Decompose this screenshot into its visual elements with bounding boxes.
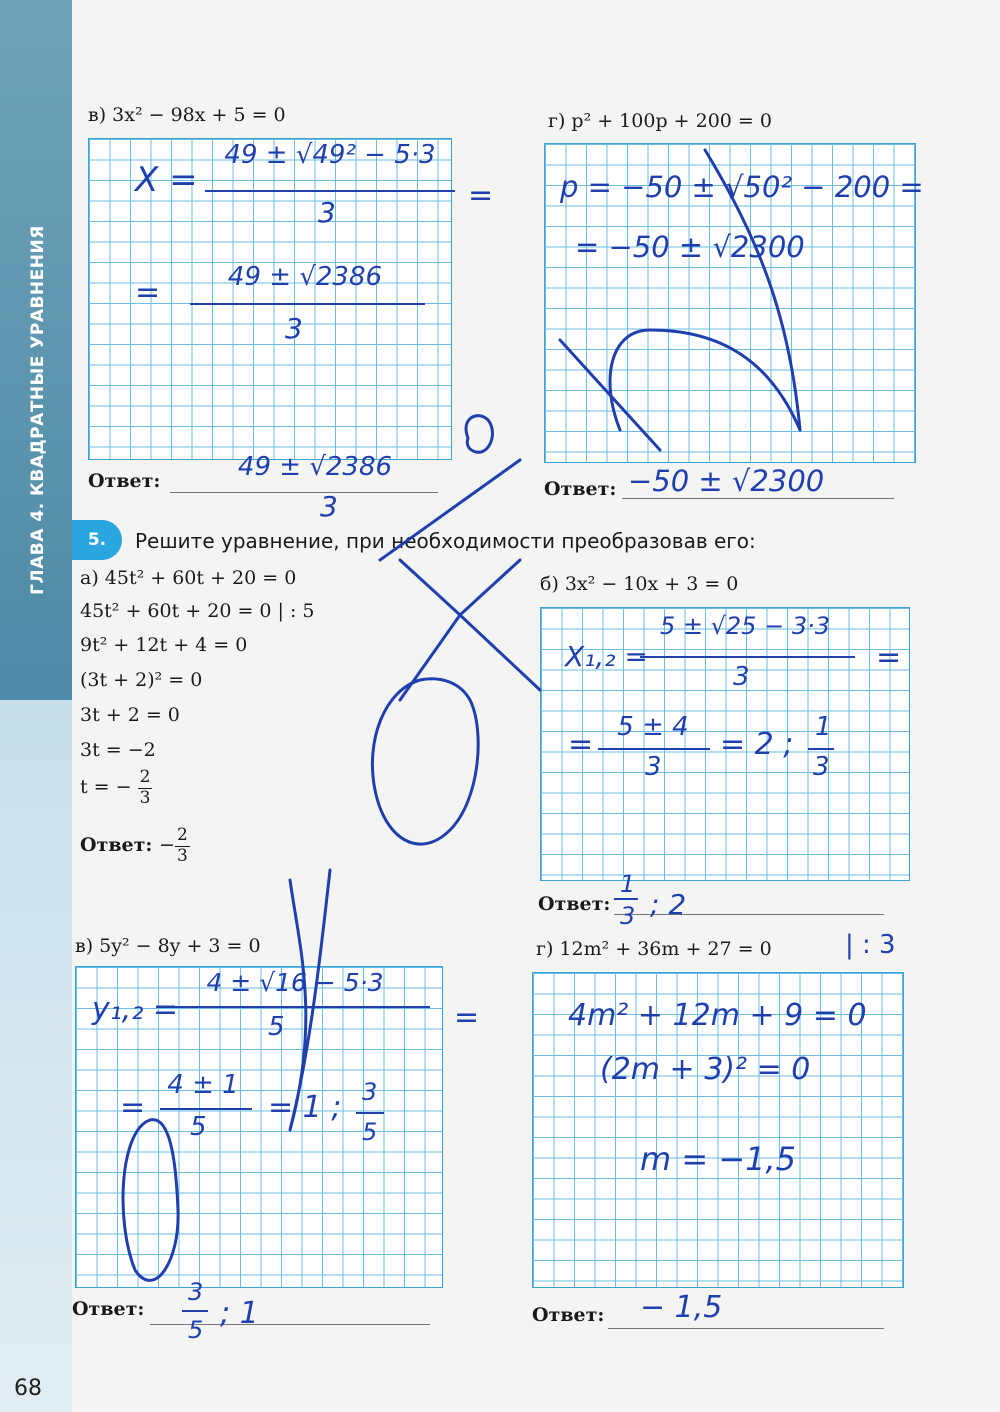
equation-label-b: б) 3x² − 10x + 3 = 0 — [540, 573, 739, 595]
hw-prev-v-eq1: = — [468, 178, 494, 213]
hw-prev-v-ans-den: 3 — [320, 490, 338, 523]
hw-prev-v-den2: 3 — [285, 312, 303, 345]
equation-label-v: в) 5y² − 8y + 3 = 0 — [75, 935, 261, 957]
solution-step-a-4: 3t + 2 = 0 — [80, 704, 180, 726]
task-number-badge: 5. — [72, 520, 122, 560]
hw-v-ans-num: 3 — [188, 1278, 204, 1306]
hw-b-eq2: = — [568, 727, 594, 762]
hw-b-den1: 3 — [733, 662, 750, 692]
side-band-lower — [0, 700, 72, 1412]
hw-g-line2: (2m + 3)² = 0 — [600, 1052, 811, 1087]
hw-prev-v-bar1 — [205, 190, 455, 192]
answer-a-fraction — [175, 826, 190, 866]
solution-a-t-num: 2 — [139, 767, 151, 787]
page-number: 68 — [14, 1376, 42, 1401]
answer-label-v: Ответ: — [72, 1298, 145, 1320]
hw-v-num2: 4 ± 1 — [167, 1070, 239, 1100]
hw-b-frac-bar — [808, 748, 834, 750]
big-oval-center — [372, 679, 478, 844]
answer-a-den: 3 — [176, 845, 188, 866]
hw-b-ans-bar — [614, 898, 638, 900]
hw-prev-v-bar2 — [190, 303, 425, 305]
hw-v-den2: 5 — [190, 1112, 207, 1142]
solution-step-a-1: 45t² + 60t + 20 = 0 | : 5 — [80, 600, 315, 622]
answer-a-prefix: − — [159, 834, 175, 857]
equation-label-a: а) 45t² + 60t + 20 = 0 — [80, 567, 297, 589]
solution-step-a-2: 9t² + 12t + 4 = 0 — [80, 634, 248, 656]
hw-v-lhs: y₁,₂ = — [92, 992, 179, 1027]
hw-prev-g-line1: p = −50 ± √50² − 200 = — [560, 170, 924, 204]
equation-label-prev-v: в) 3x² − 98x + 5 = 0 — [88, 104, 286, 126]
hw-b-frac-den: 3 — [813, 752, 830, 782]
hw-prev-v-eq2: = — [135, 275, 161, 310]
answer-label-g: Ответ: — [532, 1304, 605, 1326]
hw-b-eq1: = — [876, 640, 902, 675]
chapter-title: ГЛАВА 4. КВАДРАТНЫЕ УРАВНЕНИЯ — [28, 225, 48, 595]
hw-g-answer: − 1,5 — [640, 1290, 723, 1325]
hw-v-frac-num: 3 — [362, 1078, 378, 1106]
hw-v-den1: 5 — [268, 1012, 285, 1042]
solution-a-t-prefix: t = − — [80, 776, 132, 799]
answer-label-prev-v: Ответ: — [88, 470, 161, 492]
cross-mark-center — [400, 560, 540, 700]
hw-b-num1: 5 ± √25 − 3·3 — [659, 612, 830, 640]
answer-label-b: Ответ: — [538, 893, 611, 915]
hw-prev-v-den1: 3 — [318, 196, 336, 229]
hw-g-divisor: | : 3 — [845, 930, 896, 960]
hw-g-line3: m = −1,5 — [640, 1140, 797, 1178]
hw-prev-g-answer: −50 ± √2300 — [628, 464, 825, 498]
hw-prev-v-num1: 49 ± √49² − 5·3 — [224, 140, 436, 170]
hw-v-bar2 — [160, 1108, 252, 1110]
answer-a-num: 2 — [176, 825, 188, 845]
hw-v-num1: 4 ± √16 − 5·3 — [206, 968, 384, 997]
hw-b-ans-num: 1 — [620, 870, 636, 898]
hw-g-line1: 4m² + 12m + 9 = 0 — [568, 998, 867, 1033]
solution-step-a-5: 3t = −2 — [80, 739, 156, 761]
hw-v-ans-rest: ; 1 — [220, 1296, 259, 1331]
answer-label-prev-g: Ответ: — [544, 478, 617, 500]
hw-b-den2: 3 — [645, 752, 662, 782]
solution-a-t-fraction — [138, 768, 153, 808]
hw-v-bar1 — [170, 1006, 430, 1008]
hw-b-frac-num: 1 — [815, 712, 832, 742]
answer-label-a: Ответ: — [80, 834, 153, 857]
solution-step-a-3: (3t + 2)² = 0 — [80, 669, 203, 691]
hw-b-ans-rest: ; 2 — [650, 888, 687, 921]
hw-b-bar1 — [640, 656, 855, 658]
hw-b-bar2 — [598, 748, 710, 750]
solution-a-t-den: 3 — [139, 787, 151, 808]
answer-line-prev-v[interactable] — [170, 492, 438, 493]
hw-prev-v-ans-num: 49 ± √2386 — [237, 452, 393, 482]
hw-b-num2: 5 ± 4 — [617, 712, 689, 742]
hw-v-ans-den: 5 — [188, 1316, 204, 1344]
task-instruction: Решите уравнение, при необходимости преобразовав его: — [135, 529, 756, 553]
hw-b-lhs: X₁,₂ = — [565, 640, 648, 673]
hw-b-ans-den: 3 — [620, 902, 636, 930]
hw-prev-v-lhs: X = — [135, 160, 198, 200]
hw-v-frac-bar — [356, 1112, 384, 1114]
hw-v-eq1: = — [454, 1000, 480, 1035]
equation-label-g: г) 12m² + 36m + 27 = 0 — [536, 938, 772, 960]
equation-label-prev-g: г) p² + 100p + 200 = 0 — [548, 110, 772, 132]
hw-v-rest2: = 1 ; — [268, 1090, 342, 1125]
answer-a — [80, 826, 190, 866]
answer-line-prev-g[interactable] — [622, 498, 894, 499]
solution-step-a-6 — [80, 768, 152, 808]
hw-v-ans-bar — [182, 1310, 208, 1312]
zero-mark-prev — [466, 416, 492, 453]
answer-line-g[interactable] — [608, 1328, 884, 1329]
hw-v-eq2: = — [120, 1090, 146, 1125]
hw-prev-g-line2: = −50 ± √2300 — [575, 230, 805, 264]
hw-prev-v-num2: 49 ± √2386 — [227, 262, 383, 292]
hw-v-frac-den: 5 — [362, 1118, 378, 1146]
hw-b-rest2: = 2 ; — [720, 727, 794, 762]
